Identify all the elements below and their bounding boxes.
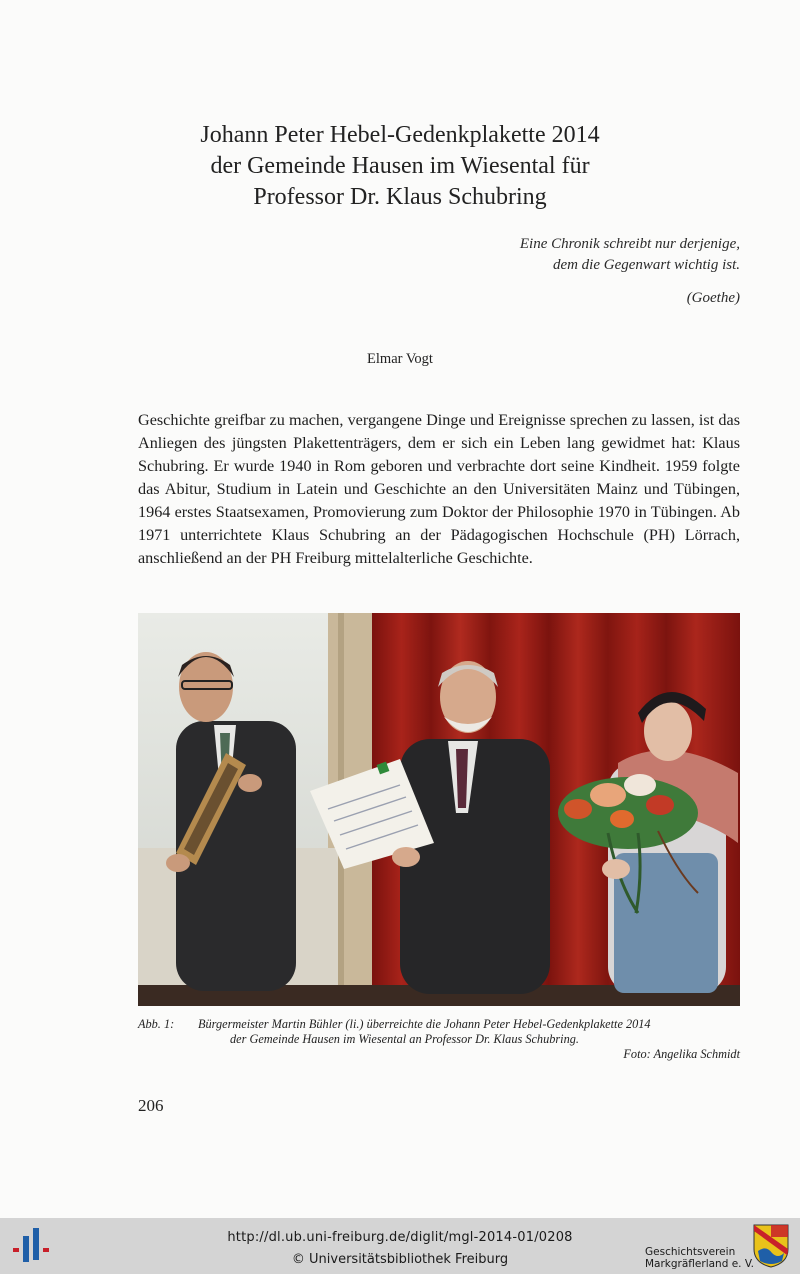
article-title xyxy=(60,120,740,213)
title-line: Johann Peter Hebel-Gedenkplakette 2014 xyxy=(200,122,600,148)
photo-credit: Foto: Angelika Schmidt xyxy=(623,1047,740,1061)
epigraph-line: dem die Gegenwart wichtig ist. xyxy=(552,257,740,273)
title-line: Professor Dr. Klaus Schubring xyxy=(253,184,547,210)
footer-bar xyxy=(0,1218,800,1274)
caption-text-continued: der Gemeinde Hausen im Wiesental an Professor Dr. Klaus Schubring. xyxy=(230,1032,579,1046)
figure-caption xyxy=(138,1017,740,1062)
document-url[interactable]: http://dl.ub.uni-freiburg.de/diglit/mgl-2014-01/0208 xyxy=(227,1230,573,1245)
title-line: der Gemeinde Hausen im Wiesental für xyxy=(210,153,590,179)
coat-of-arms-icon xyxy=(752,1223,790,1269)
figure-label: Abb. 1: xyxy=(138,1017,175,1031)
epigraph-line: Eine Chronik schreibt nur derjenige, xyxy=(519,236,740,252)
copyright-notice: © Universitätsbibliothek Freiburg xyxy=(291,1252,509,1267)
society-name xyxy=(645,1246,754,1270)
caption-text: Bürgermeister Martin Bühler (li.) überreichte die Johann Peter Hebel-Gedenkplakette 2014 xyxy=(198,1017,651,1031)
page-number: 206 xyxy=(138,1096,164,1115)
ceremony-photo xyxy=(138,613,740,1006)
epigraph xyxy=(520,234,740,276)
body-paragraph: Geschichte greifbar zu machen, vergangene Dinge und Ereignisse sprechen zu lassen, ist das Anliegen des jüngsten Plakettenträgers, dem er sich ein Leben lang gewidmet hat: Klaus Schubring. Er wurde 1940 in Rom geboren und verbrachte dort seine Kindheit. 1959 folgte das Abitur, Studium in Latein und Geschichte an den Universitäten Mainz und Tübingen, 1964 erstes Staatsexamen, Promovierung zum Doktor der Philosophie 1970 in Tübingen. Ab 1971 unterrichtete Klaus Schubring an der Pädagogischen Hochschule (PH) Lörrach, anschließend an der PH Freiburg mittelalterliche Geschichte. xyxy=(138,411,740,567)
society-line: Geschichtsverein xyxy=(645,1246,736,1258)
article-author: Elmar Vogt xyxy=(367,351,433,367)
epigraph-source: (Goethe) xyxy=(686,290,740,306)
society-line: Markgräflerland e. V. xyxy=(645,1258,755,1270)
